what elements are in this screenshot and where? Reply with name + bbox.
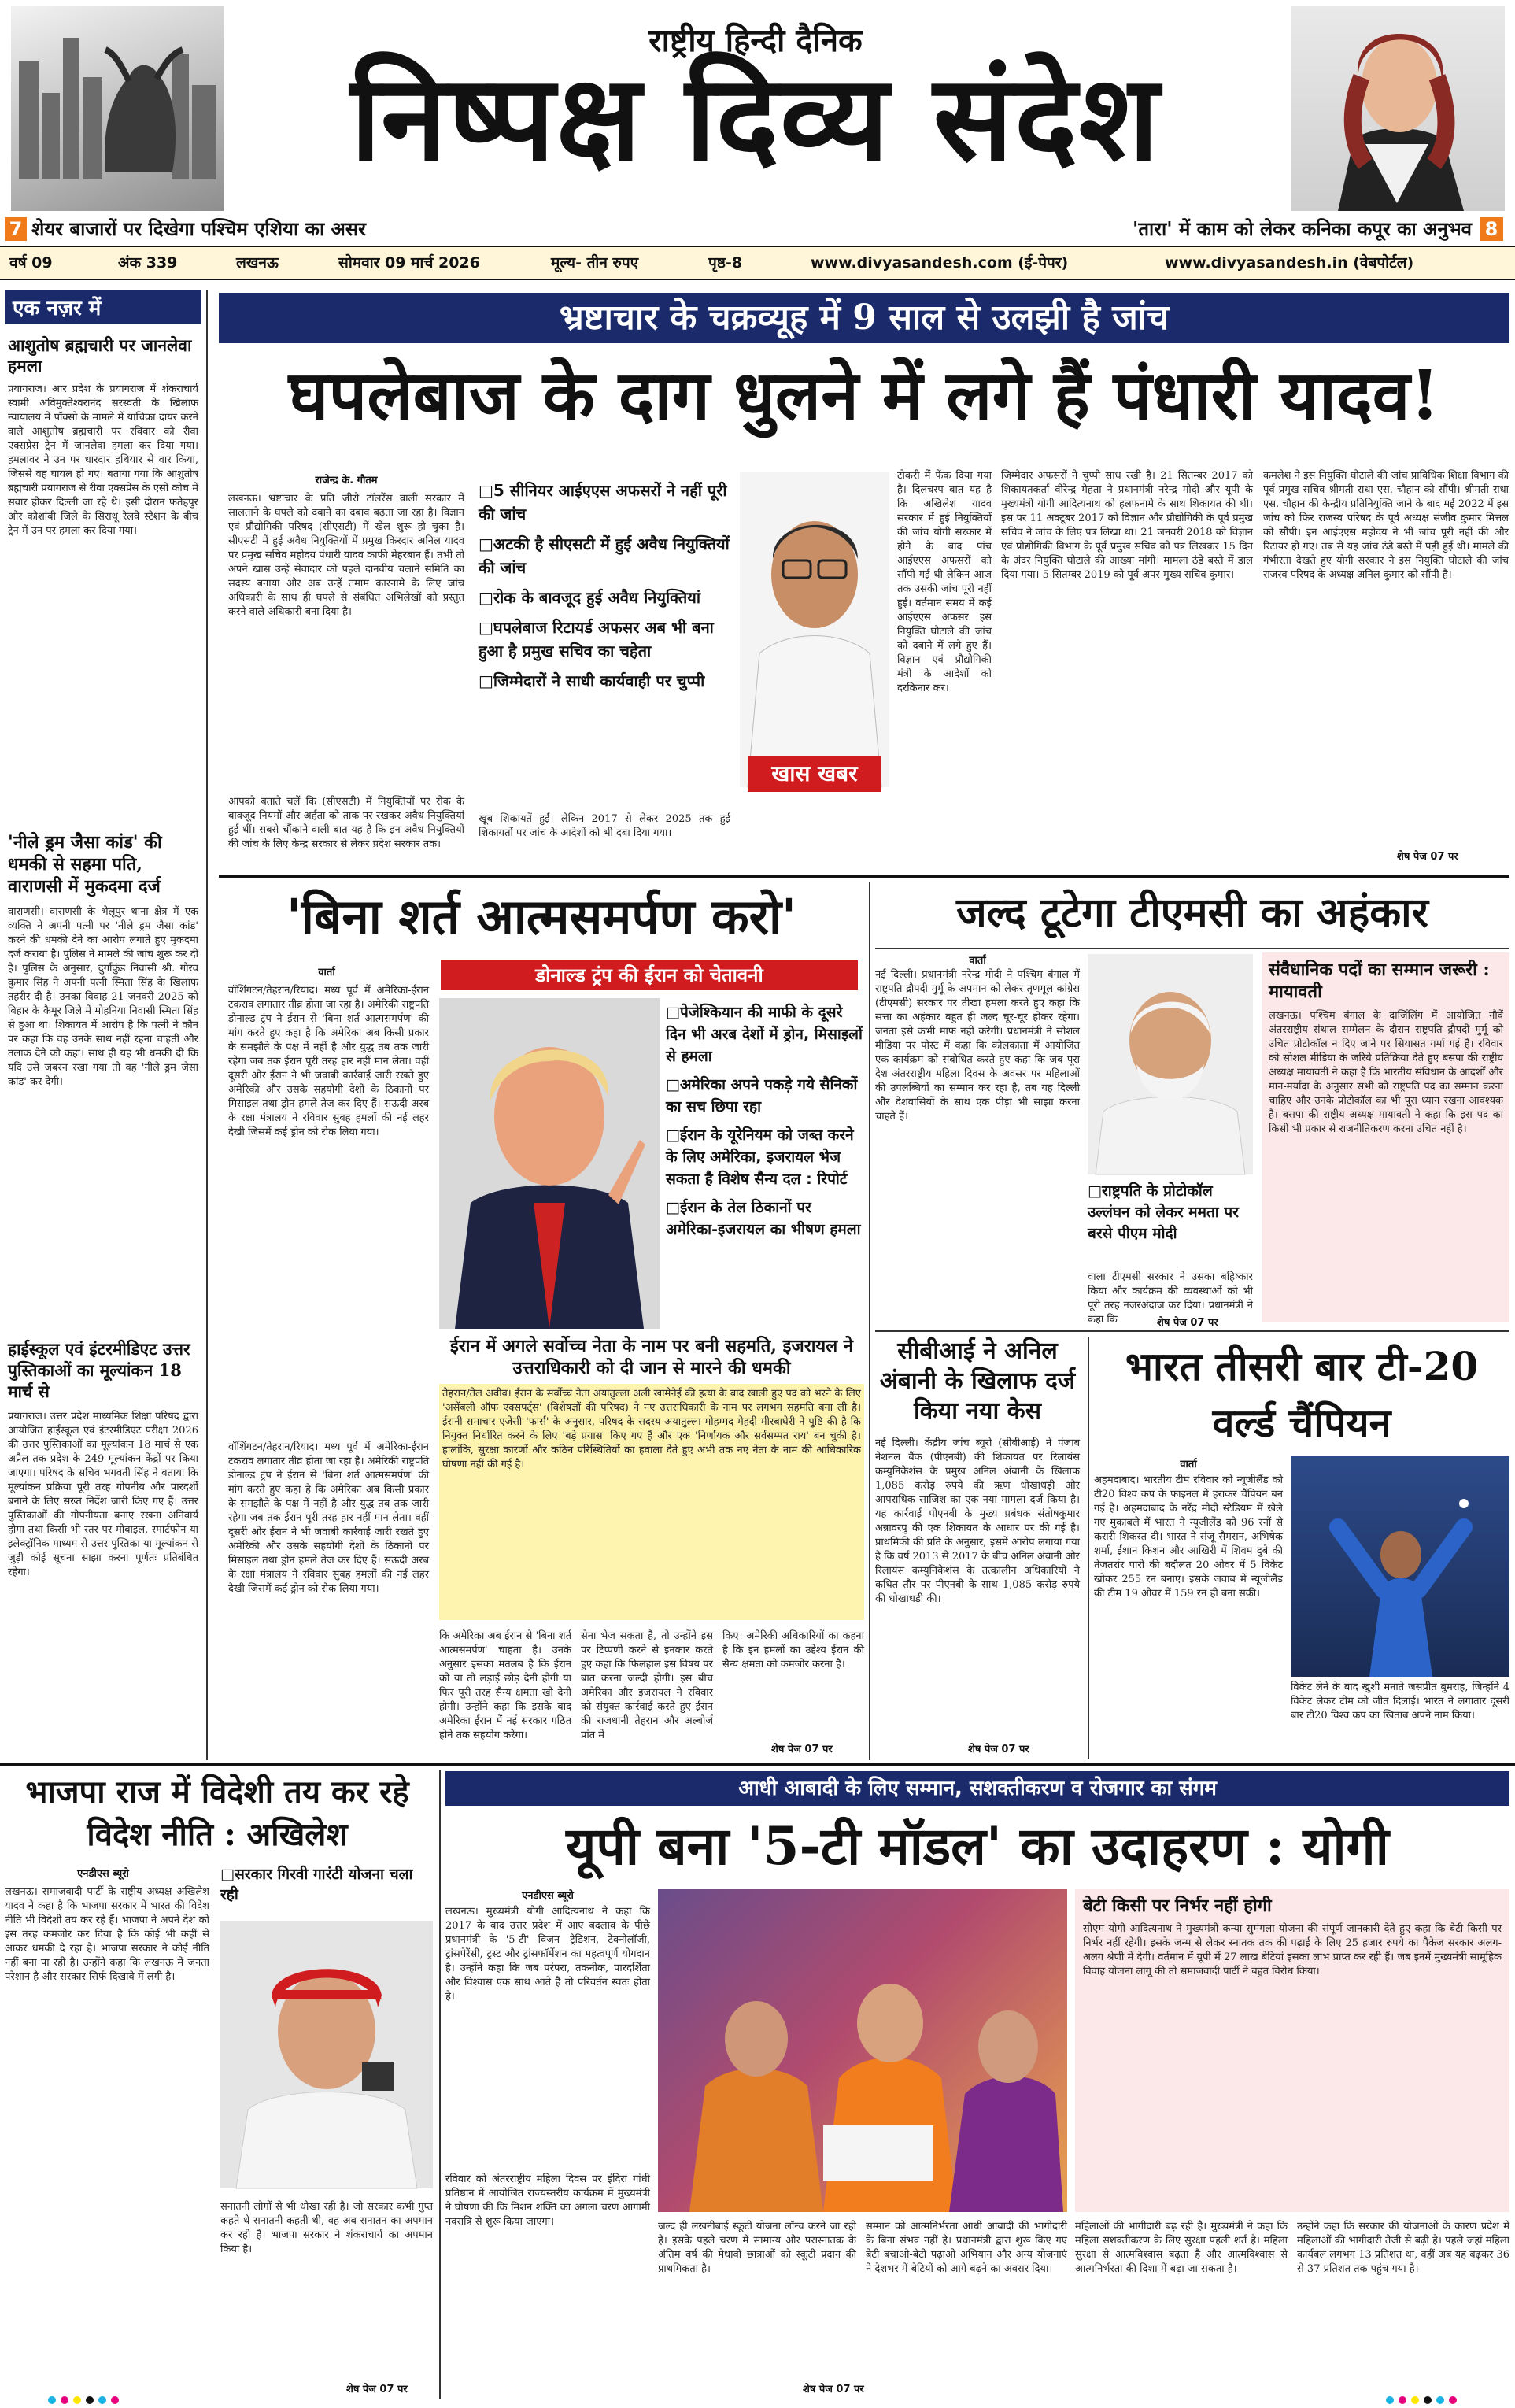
lead-bullet-2: □ अटकी है सीएसटी में हुई अवैध नियुक्तियों की जांच bbox=[479, 532, 730, 579]
lead-bullet-3: □ रोक के बावजूद हुई अवैध नियुक्तियां bbox=[479, 586, 730, 609]
mayawati-headline[interactable]: संवैधानिक पदों का सम्मान जरूरी : मायावती bbox=[1269, 960, 1490, 1002]
stock-market-image bbox=[11, 6, 224, 211]
info-price: मूल्य- तीन रुपए bbox=[551, 254, 639, 272]
yogi-col5: महिलाओं की भागीदारी बढ़ रही है। मुख्यमंत्री ने कहा कि महिला सशक्तीकरण के लिए सुरक्षा पहली शर्त है। महिला सुरक्षा से आत्मविश्वास बढ़ता है और आत्मविश्वास से आत्मनिर्भरता की दिशा में बढ़ा जा सकता है। bbox=[1075, 2221, 1288, 2275]
sidebar-headline-2[interactable]: 'नीले ड्रम जैसा कांड' की धमकी से सहमा पति, वाराणसी में मुकदमा दर्ज bbox=[8, 832, 162, 897]
yogi-col1: लखनऊ। मुख्यमंत्री योगी आदित्यनाथ ने कहा कि 2017 के बाद उत्तर प्रदेश में आए बदलाव के पीछे प्रधानमंत्री के '5-टी' विजन—ट्रेडिशन, टेक्नोलॉजी, ट्रांसपेरेंसी, ट्रस्ट और ट्रांसफॉर्मेशन का महत्वपूर्ण योगदान है। उन्होंने कहा कि जब परंपरा, तकनीक, पारदर्शिता और विश्वास एक साथ आते हैं तो परिवर्तन स्वतः होता है। bbox=[445, 1906, 650, 2003]
lead-byline: राजेन्द्र के. गौतम bbox=[315, 475, 378, 486]
trump-byline: वार्ता bbox=[318, 967, 335, 978]
masthead-tagline: राष्ट्रीय हिन्दी दैनिक bbox=[648, 22, 863, 59]
mayawati-box bbox=[1262, 952, 1509, 1322]
info-issue: अंक 339 bbox=[118, 254, 178, 272]
trump-bullet-1: □ पेजेश्कियान की माफी के दूसरे दिन भी अरब देशों में ड्रोन, मिसाइलों से हमला bbox=[666, 1001, 863, 1067]
lead-col4: जिम्मेदार अफसरों ने चुप्पी साध रखी है। 21 सितम्बर 2017 को शिकायतकर्ता वीरेन्द्र मेहता ने प्रधानमंत्री नरेन्द्र मोदी और यूपी के मुख्यमंत्री योगी आदित्यनाथ को हलफनामे के साथ शिकायत की थी। इस पर 11 अक्टूबर 2017 को विज्ञान और प्रौद्योगिकी के पूर्व प्रमुख सचिव ने जांच के लिए पत्र लिखा था। 21 जनवरी 2018 को विज्ञान एवं प्रौद्योगिकी विभाग के पूर्व प्रमुख सचिव को पत्र लिखकर 15 दिन के अंदर नियुक्ति घोटाले की आख्या मांगी। मामला ठंडे बस्ते में डाल दिया गया। 5 सितम्बर 2019 को पूर्व अपर मुख्य सचिव कुमार। bbox=[1001, 470, 1253, 581]
tmc-caption-text: □ राष्ट्रपति के प्रोटोकॉल उल्लंघन को लेकर ममता पर बरसे पीएम मोदी bbox=[1088, 1181, 1253, 1245]
cbi-headline[interactable]: सीबीआई ने अनिल अंबानी के खिलाफ दर्ज किया नया केस bbox=[879, 1337, 1076, 1425]
trump-sub-body: तेहरान/तेल अवीव। ईरान के सर्वोच्च नेता अयातुल्ला अली खामेनेई की हत्या के बाद खाली हुए पद को भरने के लिए 'असेंबली ऑफ एक्सपर्ट्स' (विशेषज्ञों की परिषद) ने नए उत्तराधिकारी के नाम पर लगभग सहमति बना ली है। ईरानी समाचार एजेंसी 'फार्स' के अनुसार, परिषद के सदस्य अयातुल्ला मोहम्मद मेहदी मीरबाघेरी ने पुष्टि की है कि नियुक्त निर्धारित करने के लिए 'बड़े प्रयास' किए गए हैं और एक 'निर्णायक और सर्वसम्मत राय' बन चुकी है। हालांकि, सुरक्षा कारणों और कठिन परिस्थितियों का हवाला देते हुए अभी तक नए नेता के नाम की आधिकारिक घोषणा नहीं की गई है। bbox=[439, 1384, 864, 1620]
t20-headline[interactable]: भारत तीसरी बार टी-20 वर्ल्ड चैंपियन bbox=[1125, 1343, 1479, 1446]
akhilesh-body: लखनऊ। समाजवादी पार्टी के राष्ट्रीय अध्यक्ष अखिलेश यादव ने कहा है कि भाजपा सरकार में भारत की विदेश नीति भी विदेशी तय कर रहे हैं। भाजपा ने अपने देश को इस तरह कमजोर कर दिया है कि कोई भी कहीं से आकर धमकी दे रहा है। भाजपा सरकार ने कोई नीति नहीं बना पा रही है। उन्होंने कहा कि लखनऊ में जनता परेशान है और सरकार सिर्फ दिखावे में लगी है। bbox=[5, 1886, 209, 1983]
trump-col4: सेना भेज सकता है, तो उन्होंने इस पर टिप्पणी करने से इनकार करते हुए कहा कि फिलहाल इस विषय पर बात करना जल्दी होगी। इस बीच अमेरिका और इजरायल ने रविवार को संयुक्त कार्रवाई करते हुए ईरान की राजधानी तेहरान और अल्बोर्ज प्रांत में bbox=[581, 1630, 713, 1741]
teaser-right-number[interactable]: 8 bbox=[1480, 217, 1503, 241]
info-site1[interactable]: www.divyasandesh.com (ई-पेपर) bbox=[811, 254, 1069, 272]
trump-label: डोनाल्ड ट्रंप की ईरान को चेतावनी bbox=[441, 960, 858, 990]
tmc-byline: वार्ता bbox=[969, 955, 986, 967]
registration-marks-left bbox=[47, 2393, 157, 2402]
teaser-left[interactable]: शेयर बाजारों पर दिखेगा पश्चिम एशिया का असर bbox=[31, 217, 366, 240]
akhilesh-bullet-box bbox=[220, 1864, 433, 1911]
modi-photo bbox=[1088, 954, 1253, 1174]
trump-col5: किए। अमेरिकी अधिकारियों का कहना है कि इन हमलों का उद्देश्य ईरान की सैन्य क्षमता को कमजोर करना है। bbox=[722, 1630, 864, 1670]
cricket-photo bbox=[1291, 1456, 1509, 1677]
sidebar-header: एक नज़र में bbox=[5, 290, 201, 324]
sidebar-body-2: वाराणसी। वाराणसी के भेलूपुर थाना क्षेत्र में एक व्यक्ति ने अपनी पत्नी पर 'नीले ड्रम जैसा कांड' करने की धमकी देने का आरोप लगाते हुए मुकदमा दर्ज कराया है। पुलिस ने मामले की जांच शुरू कर दी है। पुलिस के अनुसार, दुर्गाकुंड निवासी श्री. गौरव कुमार सिंह ने अपनी पत्नी स्मिता सिंह के खिलाफ तहरीर दी है। उनका विवाह 21 जनवरी 2025 को बिहार के कैमूर जिले में मोहनिया निवासी स्मिता सिंह से हुआ था। शिकायत में आरोप है कि पत्नी ने कौन पर कहा कि वह उनके साथ नहीं रहना चाहती और तलाक देने को कहा। साथ ही यह भी धमकी दी कि यदि उसे जबरन रखा गया तो वह 'नीले ड्रम जैसा कांड' कर देगी। bbox=[8, 906, 198, 1088]
teaser-right[interactable]: 'तारा' में काम को लेकर कनिका कपूर का अनुभव bbox=[1132, 217, 1472, 240]
registration-marks-right bbox=[1385, 2393, 1495, 2402]
sidebar-body-3: प्रयागराज। उत्तर प्रदेश माध्यमिक शिक्षा परिषद द्वारा आयोजित हाईस्कूल एवं इंटरमीडिएट परीक्षा 2026 की उत्तर पुस्तिकाओं का मूल्यांकन 18 मार्च से एक अप्रैल तक प्रदेश के 249 मूल्यांकन केंद्रों पर किया जाएगा। परिषद के सचिव भगवती सिंह ने बताया कि मूल्यांकन प्रक्रिया पूरी तरह गोपनीय और पारदर्शी बनाने के लिए सख्त निर्देश जारी किए गए हैं। उत्तर पुस्तिकाओं की गोपनीयता बनाए रखना अनिवार्य होगा तथा किसी भी स्तर पर मोबाइल, स्मार्टफोन या इलेक्ट्रॉनिक माध्यम से उत्तर पुस्तिका या मूल्यांकन से जुड़ी कोई सूचना साझा करना पूर्णतः प्रतिबंधित रहेगा। bbox=[8, 1411, 198, 1578]
masthead-title: निष्पक्ष दिव्य संदेश bbox=[350, 49, 1161, 187]
exclusive-badge: खास खबर bbox=[748, 756, 881, 792]
yogi-col2: रविवार को अंतरराष्ट्रीय महिला दिवस पर इंदिरा गांधी प्रतिष्ठान में आयोजित राज्यस्तरीय कार्यक्रम में मुख्यमंत्री ने घोषणा की कि मिशन शक्ति का अगला चरण आगामी नवरात्रि से शुरू किया जाएगा। bbox=[445, 2173, 650, 2228]
lead-continued[interactable]: शेष पेज 07 पर bbox=[1397, 851, 1458, 863]
lead-col5: कमलेश ने इस नियुक्ति घोटाले की जांच प्राविधिक शिक्षा विभाग की पूर्व प्रमुख सचिव श्रीमती राधा एस. चौहान को सौंपी। श्रीमती राधा एस. चौहान की केन्द्रीय प्रतिनियुक्ति जाने के बाद मई 2022 में इस जांच को फिर राजस्व परिषद के पूर्व अध्यक्ष संजीव कुमार मित्तल को सौंपी। इन आईएएस महोदय ने भी जांच पूरी नहीं की और रिटायर हो गए। तब से यह जांच ठंडे बस्ते में पड़ी हुई थी। मामले की गंभीरता देखते हुए योगी सरकार ने इस नियुक्ति घोटाले की जांच राजस्व परिषद के अध्यक्ष अनिल कुमार को सौंपी है। bbox=[1263, 470, 1509, 581]
info-pages: पृष्ठ-8 bbox=[708, 254, 743, 272]
tmc-body2: वाला टीएमसी सरकार ने उसका बहिष्कार किया और कार्यक्रम की व्यवस्थाओं को भी पूरी तरह नजरअंदाज कर दिया। प्रधानमंत्री ने कहा कि bbox=[1088, 1271, 1253, 1326]
lead-bullets-after: खूब शिकायतें हुईं। लेकिन 2017 से लेकर 2025 तक हुई शिकायतों पर जांच के आदेशों को भी दबा दिया गया। bbox=[479, 813, 730, 839]
cbi-continued[interactable]: शेष पेज 07 पर bbox=[968, 1744, 1029, 1755]
trump-photo bbox=[439, 998, 660, 1329]
sidebar-headline-1[interactable]: आशुतोष ब्रह्मचारी पर जानलेवा हमला bbox=[8, 335, 192, 375]
trump-col1-lower: वॉशिंगटन/तेहरान/रियाद। मध्य पूर्व में अमेरिका-ईरान टकराव लगातार तीव्र होता जा रहा है। अमेरिकी राष्ट्रपति डोनाल्ड ट्रंप ने ईरान से 'बिना शर्त आत्मसमर्पण' की मांग करते हुए कहा है कि अमेरिका अब किसी प्रकार के समझौते के पक्ष में नहीं है और युद्ध तब तक जारी रहेगा जब तक ईरान पूरी तरह हार नहीं मान लेता। वहीं दूसरी ओर ईरान ने भी जवाबी कार्रवाई जारी रखते हुए अमेरिकी और उसके सहयोगी देशों के ठिकानों पर मिसाइल तथा ड्रोन हमले तेज कर दिए हैं। सऊदी अरब के रक्षा मंत्रालय ने रविवार सुबह हमलों की नई लहर देखी जिसमें कई ड्रोन को रोक लिया गया। bbox=[228, 1441, 429, 1595]
tmc-headline[interactable]: जल्द टूटेगा टीएमसी का अहंकार bbox=[956, 889, 1428, 937]
cbi-body: नई दिल्ली। केंद्रीय जांच ब्यूरो (सीबीआई) ने पंजाब नेशनल बैंक (पीएनबी) की शिकायत पर रिलायंस कम्युनिकेशंस के प्रमुख अनिल अंबानी के खिलाफ 1,085 करोड़ रुपये की ऋण धोखाधड़ी और आपराधिक साजिश का एक नया मामला दर्ज किया है। यह कार्रवाई पीएनबी के मुख्य प्रबंधक संतोषकुमार अन्नावरपु की एक शिकायत के आधार पर की गई है। प्राथमिकी की प्रति के अनुसार, इसमें आरोप लगाया गया है कि वर्ष 2013 से 2017 के बीच अनिल अंबानी और रिलायंस कम्युनिकेशंस के तत्कालीन अधिकारियों ने कथित तौर पर पीएनबी के साथ 1,085 करोड़ रुपये की धोखाधड़ी की। bbox=[875, 1437, 1080, 1605]
akhilesh-headline[interactable]: भाजपा राज में विदेशी तय कर रहे विदेश नीति : अखिलेश bbox=[25, 1774, 409, 1853]
yogi-event-photo bbox=[658, 1889, 1067, 2212]
official-photo bbox=[740, 472, 889, 787]
lead-headline[interactable]: घपलेबाज के दाग धुलने में लगे हैं पंधारी यादव! bbox=[288, 356, 1440, 435]
tmc-caption bbox=[1088, 1181, 1253, 1251]
t20-byline: वार्ता bbox=[1180, 1459, 1197, 1470]
info-year: वर्ष 09 bbox=[9, 254, 53, 272]
t20-body: अहमदाबाद। भारतीय टीम रविवार को न्यूजीलैंड को टी20 विश्व कप के फाइनल में हराकर चैंपियन बन गई है। अहमदाबाद के नरेंद्र मोदी स्टेडियम में खेले गए मुकाबले में भारत ने न्यूजीलैंड को 96 रनों से करारी शिकस्त दी। भारत ने संजू सैमसन, अभिषेक शर्मा, ईशान किशन और आखिरी में शिवम दुबे की तेजतर्रार पारी की बदौलत 20 ओवर में 5 विकेट खोकर 255 रन बनाए। इसके जवाब में न्यूजीलैंड की टीम 19 ओवर में 159 रन ही बना सकी। bbox=[1094, 1474, 1283, 1600]
lead-col3: टोकरी में फेंक दिया गया है। दिलचस्प बात यह है कि अखिलेश यादव सरकार में हुई नियुक्तियों की जांच योगी सरकार में होने के बाद पांच आईएएस अफसरों को सौंपी गई थी लेकिन आज तक उसकी जांच पूरी नहीं हुई। वर्तमान समय में कई आईएएस अफसर इस नियुक्ति घोटाले की जांच को दबाने में लगे हुए हैं। विज्ञान एवं प्रौद्योगिकी मंत्री के आदेशों को दरकिनार कर। bbox=[897, 470, 992, 694]
akhilesh-photo bbox=[220, 1921, 433, 2188]
info-bar bbox=[0, 246, 1515, 280]
teaser-left-number[interactable]: 7 bbox=[5, 217, 27, 241]
trump-bullet-box bbox=[666, 1001, 863, 1324]
lead-bullet-5: □ जिम्मेदारों ने साधी कार्यवाही पर चुप्पी bbox=[479, 669, 730, 693]
t20-caption: विकेट लेने के बाद खुशी मनाते जसप्रीत बुमराह, जिन्होंने 4 विकेट लेकर टीम को जीत दिलाई। भारत ने लगातार दूसरी बार टी20 विश्व कप का खिताब अपने नाम किया। bbox=[1291, 1681, 1509, 1722]
lead-bullet-4: □ घपलेबाज रिटायर्ड अफसर अब भी बना हुआ है प्रमुख सचिव का चहेता bbox=[479, 616, 730, 663]
yogi-box-body: सीएम योगी आदित्यनाथ ने मुख्यमंत्री कन्या सुमंगला योजना की संपूर्ण जानकारी देते हुए कहा कि बेटी किसी पर निर्भर नहीं रहेगी। इसके जन्म से लेकर स्नातक तक की पढ़ाई के लिए 25 हजार रुपये का पैकेज सरकार अलग-अलग श्रेणी में देगी। वर्तमान में यूपी में 27 लाख बेटियां इसका लाभ प्राप्त कर रही हैं। जब इनमें मुख्यमंत्री सामूहिक विवाह योजना लागू की तो समाजवादी पार्टी ने बहुत विरोध किया। bbox=[1083, 1923, 1502, 1977]
trump-bullet-2: □ अमेरिका अपने पकड़े गये सैनिकों का सच छिपा रहा bbox=[666, 1074, 863, 1118]
yogi-box-headline: बेटी किसी पर निर्भर नहीं होगी bbox=[1083, 1896, 1272, 1916]
akhilesh-bullet: □ सरकार गिरवी गारंटी योजना चला रही bbox=[220, 1864, 433, 1905]
trump-col3: कि अमेरिका अब ईरान से 'बिना शर्त आत्मसमर्पण' चाहता है। उनके अनुसार इसका मतलब है कि ईरान को या तो लड़ाई छोड़ देनी होगी या फिर पूरी तरह सैन्य क्षमता खो देनी होगी। उन्होंने कहा कि इसके बाद अमेरिका ईरान में नई सरकार गठित होने तक सहयोग करेगा। bbox=[439, 1630, 571, 1741]
lead-bullet-1: □ 5 सीनियर आईएएस अफसरों ने नहीं पूरी की जांच bbox=[479, 479, 730, 526]
trump-bullet-3: □ ईरान के यूरेनियम को जब्त करने के लिए अमेरिका, इजरायल भेज सकता है विशेष सैन्य दल : रिपोर्ट bbox=[666, 1124, 863, 1190]
trump-caption: ईरान में अगले सर्वोच्च नेता के नाम पर बनी सहमति, इजरायल ने उत्तराधिकारी को दी जान से मारने की धमकी bbox=[450, 1336, 853, 1378]
yogi-continued[interactable]: शेष पेज 07 पर bbox=[803, 2384, 864, 2395]
yogi-kicker: आधी आबादी के लिए सम्मान, सशक्तीकरण व रोजगार का संगम bbox=[445, 1771, 1509, 1806]
yogi-side-box bbox=[1075, 1889, 1509, 2212]
trump-continued[interactable]: शेष पेज 07 पर bbox=[771, 1744, 833, 1755]
yogi-byline: एनडीएस ब्यूरो bbox=[522, 1890, 574, 1902]
sidebar-body-1: प्रयागराज। आर प्रदेश के प्रयागराज में शंकराचार्य स्वामी अविमुक्तेश्वरानंद सरस्वती के खिलाफ न्यायालय में पॉक्सो के मामले में याचिका दायर करने वाले आशुतोष ब्रह्मचारी पर रविवार को रीवा एक्सप्रेस ट्रेन में जानलेवा हमला कर दिया गया। हमलावर ने उन पर धारदार हथियार से वार किया, जिससे वह घायल हो गए। बताया गया कि आशुतोष ब्रह्मचारी प्रयागराज से रीवा एक्सप्रेस के एसी कोच में सवार होकर दिल्ली जा रहे थे। इसी दौरान फतेहपुर और कौशांबी जिले के सिराथू रेलवे स्टेशन के बीच ट्रेन में उन पर हमला कर दिया गया। bbox=[8, 383, 198, 537]
akhilesh-byline: एनडीएस ब्यूरो bbox=[77, 1868, 129, 1880]
lead-col1: लखनऊ। भ्रष्टाचार के प्रति जीरो टॉलरेंस वाली सरकार में सालताने के घपले को दबाने का दबाव बढ़ता जा रहा है। विज्ञान एवं प्रौद्योगिकी परिषद (सीएसटी) में खेल शुरू हो चुका है। सीएसटी में हुई अवैध नियुक्तियों में प्रमुख किरदार अनिल यादव पर प्रमुख सचिव महोदय पंधारी यादव काफी मेहरबान हैं। तभी तो अपने खास उन्हें सेवादार को पहले दानवीय चलाने समिति का सदस्य बनाया और अब उन्हें तमाम कारनामे के लिए जांच अधिकारी के साथ ही घपले से संबंधित अभिलेखों को प्रस्तुत करने वाले अधिकारी बना दिया है। bbox=[228, 493, 464, 618]
akhilesh-body2: सनातनी लोगों से भी धोखा रही है। जो सरकार कभी गुप्त कहते थे सनातनी कहती थी, वह अब सनातन का अपमान कर रही है। भाजपा सरकार ने शंकराचार्य का अपमान किया है। bbox=[220, 2201, 433, 2255]
tmc-continued[interactable]: शेष पेज 07 पर bbox=[1157, 1317, 1218, 1329]
sidebar bbox=[0, 290, 208, 1760]
tmc-body: नई दिल्ली। प्रधानमंत्री नरेन्द्र मोदी ने पश्चिम बंगाल में राष्ट्रपति द्रौपदी मुर्मू के अपमान को लेकर तृणमूल कांग्रेस (टीएमसी) सरकार पर तीखा हमला करते हुए कहा कि सत्ता का अहंकार बहुत ही जल्द चूर-चूर होकर रहेगा। जनता इसे कभी माफ नहीं करेगी। प्रधानमंत्री ने सोशल मीडिया पर पोस्ट में कहा कि कोलकाता में आयोजित एक कार्यक्रम को संबोधित करते हुए कहा कि जब पूरा देश अंतरराष्ट्रीय महिला दिवस के अवसर पर महिलाओं की उपलब्धियों का सम्मान कर रहा है, तब यह दिल्ली और देशवासियों के साथ एक पीड़ा भी साझा करना चाहते हैं। bbox=[875, 969, 1080, 1123]
akhilesh-continued[interactable]: शेष पेज 07 पर bbox=[346, 2384, 408, 2395]
info-city: लखनऊ bbox=[236, 254, 279, 272]
lead-col2: आपको बताते चलें कि (सीएसटी) में नियुक्तियों पर रोक के बावजूद नियमों और अर्हता को ताक पर रखकर अवैध नियुक्तियां हुई थीं। सबसे चौंकाने वाली बात यह है कि इन अवैध नियुक्तियों की जांच के लिए केन्द्र सरकार से लेकर प्रदेश सरकार तक। bbox=[228, 796, 464, 850]
trump-col1: वॉशिंगटन/तेहरान/रियाद। मध्य पूर्व में अमेरिका-ईरान टकराव लगातार तीव्र होता जा रहा है। अमेरिकी राष्ट्रपति डोनाल्ड ट्रंप ने ईरान से 'बिना शर्त आत्मसमर्पण' की मांग करते हुए कहा है कि अमेरिका अब किसी प्रकार के समझौते के पक्ष में नहीं है और युद्ध तब तक जारी रहेगा जब तक ईरान पूरी तरह हार नहीं मान लेता। वहीं दूसरी ओर ईरान ने भी जवाबी कार्रवाई जारी रखते हुए अमेरिकी और उसके सहयोगी देशों के ठिकानों पर मिसाइल तथा ड्रोन हमले तेज कर दिए हैं। सऊदी अरब के रक्षा मंत्रालय ने रविवार सुबह हमलों की नई लहर देखी जिसमें कई ड्रोन को रोक लिया गया। bbox=[228, 985, 429, 1138]
sidebar-headline-3[interactable]: हाईस्कूल एवं इंटरमीडिएट उत्तर पुस्तिकाओं का मूल्यांकन 18 मार्च से bbox=[8, 1339, 190, 1401]
yogi-col3: जल्द ही लखनीबाई स्कूटी योजना लॉन्च करने जा रही है। इसके पहले चरण में सामान्य और परास्नातक के अंतिम वर्ष की मेधावी छात्राओं को स्कूटी प्रदान की प्राथमिकता है। bbox=[658, 2221, 856, 2275]
actress-photo bbox=[1291, 6, 1505, 211]
yogi-col6: उन्होंने कहा कि सरकार की योजनाओं के कारण प्रदेश में महिलाओं की भागीदारी तेजी से बढ़ी है। पहले जहां महिला कार्यबल लगभग 13 प्रतिशत था, वहीं अब यह बढ़कर 36 से 37 प्रतिशत तक पहुंच गया है। bbox=[1297, 2221, 1509, 2275]
trump-headline[interactable]: 'बिना शर्त आत्मसमर्पण करो' bbox=[286, 888, 797, 945]
lead-kicker: भ्रष्टाचार के चक्रव्यूह में 9 साल से उलझी है जांच bbox=[219, 293, 1509, 343]
yogi-headline[interactable]: यूपी बना '5-टी मॉडल' का उदाहरण : योगी bbox=[566, 1815, 1389, 1877]
yogi-col4: सम्मान को आत्मनिर्भरता आधी आबादी की भागीदारी के बिना संभव नहीं है। प्रधानमंत्री द्वारा शुरू किए गए बेटी बचाओ-बेटी पढ़ाओ अभियान और अन्य योजनाएं ने देशभर में बेटियों को आगे बढ़ने का अवसर दिया। bbox=[866, 2221, 1067, 2275]
info-date: सोमवार 09 मार्च 2026 bbox=[338, 254, 480, 272]
lead-bullet-box bbox=[479, 479, 730, 809]
mayawati-body: लखनऊ। पश्चिम बंगाल के दार्जिलिंग में आयोजित नौवें अंतरराष्ट्रीय संथाल सम्मेलन के दौरान राष्ट्रपति द्रौपदी मुर्मू को उचित प्रोटोकॉल न दिए जाने पर सियासत गर्मा गई है। रविवार को सोशल मीडिया के जरिये प्रतिक्रिया देते हुए बसपा की राष्ट्रीय अध्यक्ष मायावती ने कहा है कि भारतीय संविधान के आदर्शों और मान-मर्यादा के अनुसार सभी को राष्ट्रपति पद का सम्मान करना चाहिए और उनके प्रोटोकॉल का भी पूरा ध्यान रखना आवश्यक है। बसपा की राष्ट्रीय अध्यक्ष मायावती ने कहा कि इस पद का किसी भी प्रकार से राजनीतिकरण करना उचित नहीं है। bbox=[1269, 1010, 1503, 1135]
trump-bullet-4: □ ईरान के तेल ठिकानों पर अमेरिका-इजरायल का भीषण हमला bbox=[666, 1197, 863, 1241]
info-site2[interactable]: www.divyasandesh.in (वेबपोर्टल) bbox=[1165, 254, 1414, 272]
